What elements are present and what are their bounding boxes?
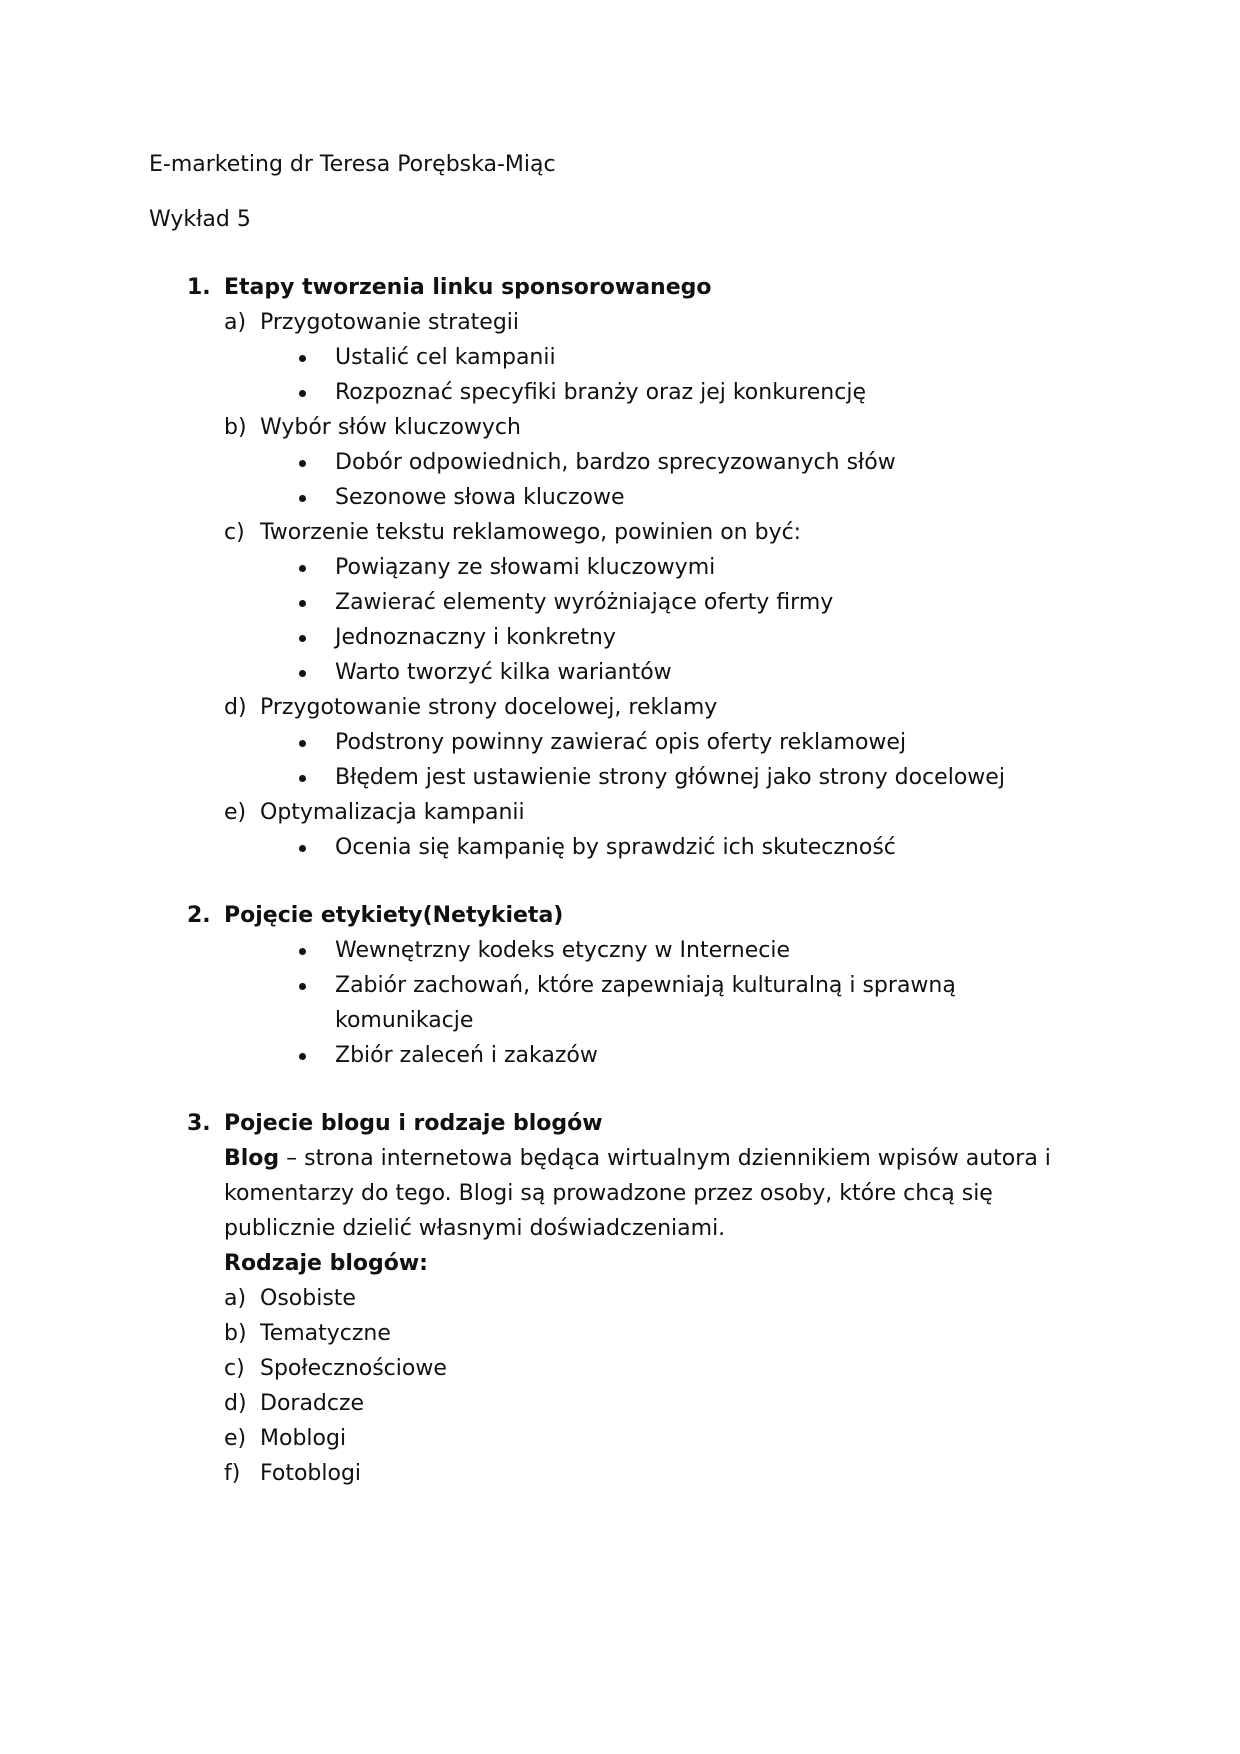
list-text: Tworzenie tekstu reklamowego, powinien on być: (260, 520, 802, 545)
bullet-icon (299, 1053, 306, 1060)
list-item (149, 1316, 1240, 1351)
list-item (149, 1456, 1240, 1491)
bullet-text: Jednoznaczny i konkretny (335, 625, 616, 650)
bullet-icon (299, 495, 306, 502)
bullet-text: Wewnętrzny kodeks etyczny w Internecie (335, 938, 790, 963)
section-title: Pojęcie etykiety(Netykieta) (224, 903, 564, 928)
list-text: Tematyczne (260, 1321, 391, 1346)
blog-term: Blog (224, 1146, 280, 1171)
bullet-icon (299, 740, 306, 747)
list-item (149, 515, 1240, 550)
bullet-item (149, 550, 1070, 585)
list-item (149, 690, 1240, 725)
section-number: 3. (187, 1111, 211, 1136)
list-label: c) (224, 520, 245, 545)
list-item (149, 1386, 1240, 1421)
bullet-item (149, 830, 1070, 865)
bullet-text: Podstrony powinny zawierać opis oferty reklamowej (335, 730, 907, 755)
bullet-item (149, 725, 1070, 760)
list-item (149, 305, 1240, 340)
section-heading (149, 270, 1240, 305)
list-label: b) (224, 1321, 247, 1346)
list-text: Przygotowanie strony docelowej, reklamy (260, 695, 718, 720)
section-3 (149, 1106, 1240, 1491)
bullet-item (149, 620, 1070, 655)
bullet-text: Powiązany ze słowami kluczowymi (335, 555, 716, 580)
bullet-icon (299, 670, 306, 677)
list-label: e) (224, 800, 247, 825)
list-text: Społecznościowe (260, 1356, 447, 1381)
list-label: b) (224, 415, 247, 440)
section-1 (149, 270, 1240, 865)
list-label: d) (224, 695, 247, 720)
blog-definition (149, 1141, 1084, 1246)
list-item (149, 1421, 1240, 1456)
list-text: Przygotowanie strategii (260, 310, 520, 335)
bullet-item (149, 655, 1070, 690)
list-text: Optymalizacja kampanii (260, 800, 525, 825)
section-heading (149, 898, 1240, 933)
bullet-icon (299, 983, 306, 990)
bullet-item (149, 585, 1070, 620)
bullet-item (149, 480, 1070, 515)
bullet-text: Błędem jest ustawienie strony głównej jako strony docelowej (335, 765, 1005, 790)
list-text: Doradcze (260, 1391, 365, 1416)
list-item (149, 1351, 1240, 1386)
bullet-text: Zawierać elementy wyróżniające oferty firmy (335, 590, 834, 615)
bullet-icon (299, 635, 306, 642)
bullet-text: Zabiór zachowań, które zapewniają kulturalną i sprawną komunikacje (335, 973, 956, 1033)
section-number: 1. (187, 275, 211, 300)
bullet-item (149, 760, 1070, 795)
bullet-item (149, 375, 1070, 410)
list-label: a) (224, 1286, 247, 1311)
bullet-text: Ocenia się kampanię by sprawdzić ich skuteczność (335, 835, 896, 860)
section-title: Pojecie blogu i rodzaje blogów (224, 1111, 603, 1136)
bullet-icon (299, 565, 306, 572)
section-2 (149, 898, 1240, 1073)
section-number: 2. (187, 903, 211, 928)
document-page (149, 147, 1240, 1491)
list-label: e) (224, 1426, 247, 1451)
list-item (149, 1281, 1240, 1316)
bullet-text: Dobór odpowiednich, bardzo sprecyzowanych słów (335, 450, 896, 475)
bullet-item (149, 340, 1070, 375)
bullet-icon (299, 948, 306, 955)
document-title: E-marketing dr Teresa Porębska-Miąc (149, 152, 556, 177)
bullet-text: Zbiór zaleceń i zakazów (335, 1043, 598, 1068)
bullet-item (149, 933, 1070, 968)
bullet-icon (299, 460, 306, 467)
bullet-icon (299, 390, 306, 397)
list-label: c) (224, 1356, 245, 1381)
blog-definition-text: – strona internetowa będąca wirtualnym dziennikiem wpisów autora i komentarzy do tego. Blogi są prowadzone przez osoby, które chcą się publicznie dzielić własnymi doświadczeniami. (224, 1146, 1051, 1241)
bullet-text: Sezonowe słowa kluczowe (335, 485, 625, 510)
blog-types-heading: Rodzaje blogów: (224, 1251, 428, 1276)
list-item (149, 795, 1240, 830)
lecture-label: Wykład 5 (149, 207, 251, 232)
list-label: f) (224, 1461, 241, 1486)
bullet-item (149, 445, 1070, 480)
bullet-icon (299, 600, 306, 607)
bullet-text: Ustalić cel kampanii (335, 345, 556, 370)
bullet-text: Warto tworzyć kilka wariantów (335, 660, 672, 685)
list-text: Wybór słów kluczowych (260, 415, 521, 440)
bullet-icon (299, 355, 306, 362)
bullet-text: Rozpoznać specyfiki branży oraz jej konkurencję (335, 380, 866, 405)
list-item (149, 410, 1240, 445)
list-label: d) (224, 1391, 247, 1416)
section-title: Etapy tworzenia linku sponsorowanego (224, 275, 712, 300)
list-text: Fotoblogi (260, 1461, 362, 1486)
bullet-icon (299, 845, 306, 852)
section-heading (149, 1106, 1240, 1141)
bullet-icon (299, 775, 306, 782)
list-text: Osobiste (260, 1286, 356, 1311)
list-text: Moblogi (260, 1426, 347, 1451)
list-label: a) (224, 310, 247, 335)
bullet-item (149, 968, 1070, 1038)
bullet-item (149, 1038, 1070, 1073)
